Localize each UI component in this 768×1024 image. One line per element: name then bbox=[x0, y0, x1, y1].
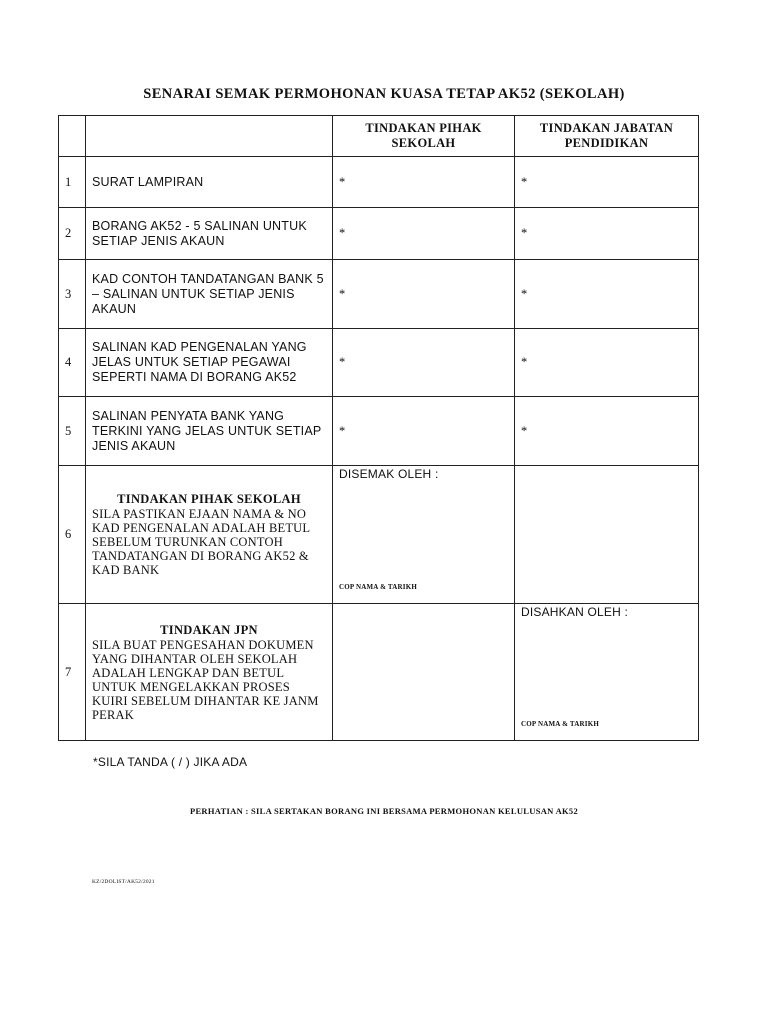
row-number: 4 bbox=[59, 329, 86, 397]
document-code: KZ/2DOLIST/AK52/2021 bbox=[92, 879, 155, 885]
row-item: BORANG AK52 - 5 SALINAN UNTUK SETIAP JENIS AKAUN bbox=[86, 208, 333, 260]
school-check-cell[interactable]: * bbox=[333, 329, 515, 397]
school-check-cell[interactable]: * bbox=[333, 157, 515, 208]
jpn-check-cell[interactable]: * bbox=[515, 397, 699, 466]
row-number: 1 bbox=[59, 157, 86, 208]
jpn-check-cell[interactable]: * bbox=[515, 157, 699, 208]
verified-by-signature-box[interactable] bbox=[515, 604, 699, 741]
table-header-row bbox=[59, 116, 699, 157]
page-title: SENARAI SEMAK PERMOHONAN KUASA TETAP AK52 (SEKOLAH) bbox=[143, 86, 625, 102]
empty-cell bbox=[515, 466, 699, 604]
header-jpn-action: TINDAKAN JABATAN PENDIDIKAN bbox=[515, 116, 699, 157]
row-number: 7 bbox=[59, 604, 86, 741]
row-number: 6 bbox=[59, 466, 86, 604]
attention-notice: PERHATIAN : SILA SERTAKAN BORANG INI BERSAMA PERMOHONAN KELULUSAN AK52 bbox=[189, 806, 579, 816]
empty-cell bbox=[333, 604, 515, 741]
jpn-action-body: SILA BUAT PENGESAHAN DOKUMEN YANG DIHANTAR OLEH SEKOLAH ADALAH LENGKAP DAN BETUL UNTUK MENGELAKKAN PROSES KUIRI SEBELUM DIHANTAR KE JANM PERAK bbox=[92, 637, 319, 722]
verified-by-label: DISAHKAN OLEH : bbox=[521, 605, 629, 619]
school-check-cell[interactable]: * bbox=[333, 208, 515, 260]
jpn-check-cell[interactable]: * bbox=[515, 208, 699, 260]
jpn-action-heading: TINDAKAN JPN bbox=[160, 622, 258, 637]
table-row-jpn-action bbox=[59, 604, 699, 741]
table-row bbox=[59, 397, 699, 466]
school-action-heading: TINDAKAN PIHAK SEKOLAH bbox=[117, 492, 301, 506]
school-check-cell[interactable]: * bbox=[333, 397, 515, 466]
school-check-cell[interactable]: * bbox=[333, 260, 515, 329]
header-school-action: TINDAKAN PIHAK SEKOLAH bbox=[333, 116, 515, 157]
table-row bbox=[59, 329, 699, 397]
jpn-action-instructions bbox=[86, 604, 333, 741]
header-no-cell bbox=[59, 116, 86, 157]
row-item: SALINAN PENYATA BANK YANG TERKINI YANG JELAS UNTUK SETIAP JENIS AKAUN bbox=[86, 397, 333, 466]
table-row bbox=[59, 260, 699, 329]
row-number: 3 bbox=[59, 260, 86, 329]
stamp-name-date-label: COP NAMA & TARIKH bbox=[521, 720, 600, 728]
school-action-instructions bbox=[86, 466, 333, 604]
stamp-name-date-label: COP NAMA & TARIKH bbox=[339, 583, 418, 591]
row-item: SALINAN KAD PENGENALAN YANG JELAS UNTUK SETIAP PEGAWAI SEPERTI NAMA DI BORANG AK52 bbox=[86, 329, 333, 397]
school-action-body: SILA PASTIKAN EJAAN NAMA & NO KAD PENGENALAN ADALAH BETUL SEBELUM TURUNKAN CONTOH TANDATANGAN DI BORANG AK52 & KAD BANK bbox=[92, 507, 310, 577]
mark-instruction-note: *SILA TANDA ( / ) JIKA ADA bbox=[93, 755, 248, 769]
table-row bbox=[59, 157, 699, 208]
row-item: SURAT LAMPIRAN bbox=[86, 157, 333, 208]
table-row-school-action bbox=[59, 466, 699, 604]
jpn-check-cell[interactable]: * bbox=[515, 260, 699, 329]
jpn-check-cell[interactable]: * bbox=[515, 329, 699, 397]
table-row bbox=[59, 208, 699, 260]
checked-by-signature-box[interactable] bbox=[333, 466, 515, 604]
checklist-table bbox=[58, 115, 699, 741]
row-item: KAD CONTOH TANDATANGAN BANK 5 – SALINAN UNTUK SETIAP JENIS AKAUN bbox=[86, 260, 333, 329]
row-number: 2 bbox=[59, 208, 86, 260]
row-number: 5 bbox=[59, 397, 86, 466]
checked-by-label: DISEMAK OLEH : bbox=[339, 467, 439, 481]
header-item-cell bbox=[86, 116, 333, 157]
